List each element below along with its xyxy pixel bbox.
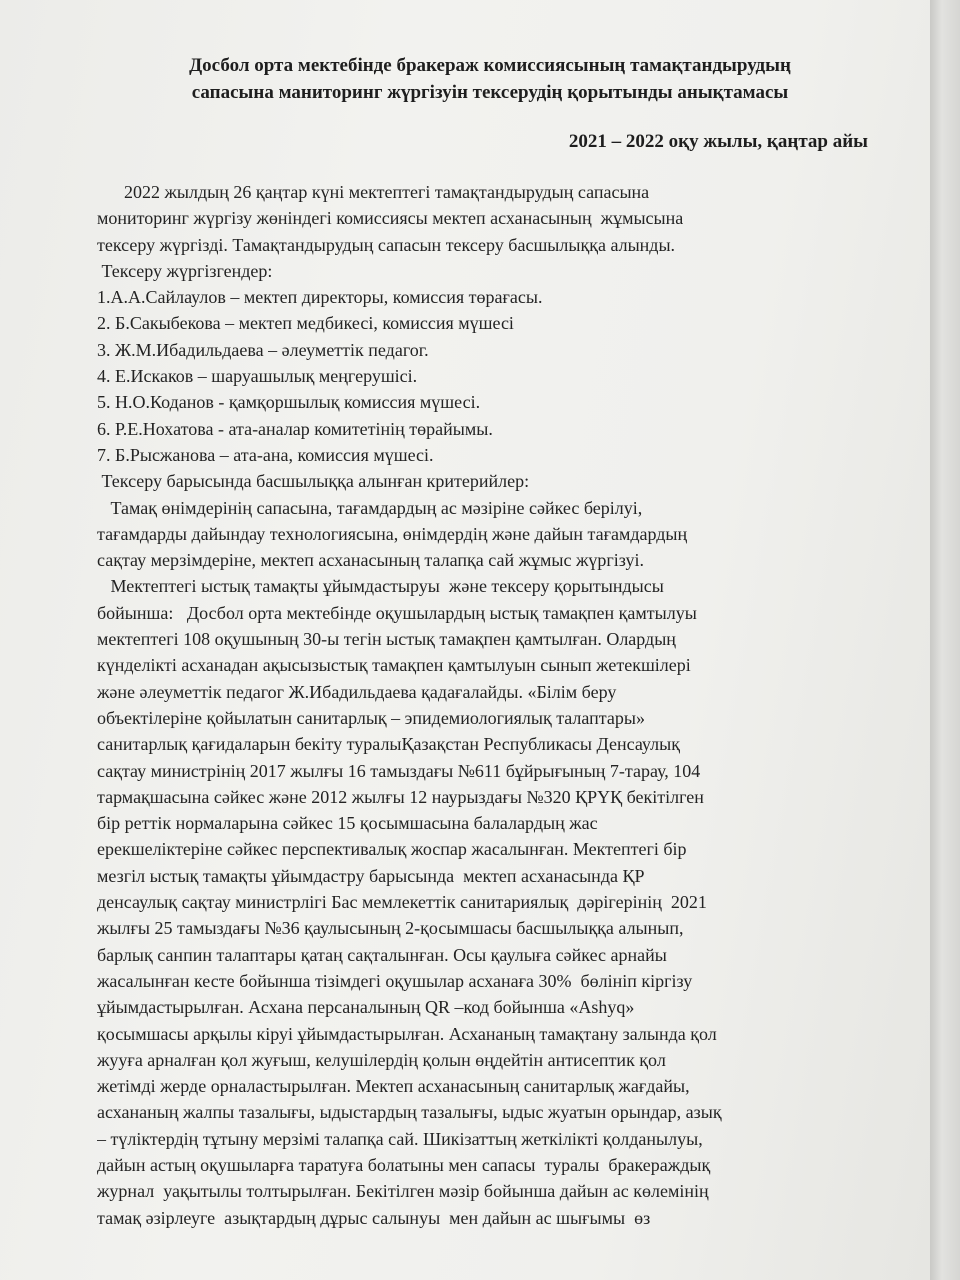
body-text-line: күнделікті асханадан ақысызыстық тамақпен қамтылуын сынып жетекшілері	[97, 655, 691, 676]
body-text-line: жылғы 25 тамыздағы №36 қаулысының 2-қосымшасы басшылыққа алынып,	[97, 918, 684, 939]
body-text-line: тексеру жүргізді. Тамақтандырудың сапасын тексеру басшылыққа алынды.	[97, 234, 676, 255]
body-text-line: тармақшасына сәйкес және 2012 жылғы 12 наурыздағы №320 ҚРҮҚ бекітілген	[97, 786, 704, 807]
body-text-line: тағамдарды дайындау технологиясына, өнімдердің және дайын тағамдардың	[97, 523, 688, 544]
body-text-line: сақтау министрінің 2017 жылғы 16 тамыздағы №611 бұйрығының 7-тарау, 104	[97, 760, 701, 781]
body-text-line: қосымшасы арқылы кіруі ұйымдастырылған. Асхананың тамақтану залында қол	[97, 1023, 717, 1044]
body-text-line: мониторинг жүргізу жөніндегі комиссиясы мектеп асханасының жұмысына	[97, 208, 684, 229]
body-text-line: жетімді жерде орналастырылған. Мектеп асханасының санитарлық жағдайы,	[97, 1076, 690, 1097]
body-text-line: жууға арналған қол жуғыш, келушілердің қолын өңдейтін антисептик қол	[97, 1049, 666, 1070]
document-title	[110, 52, 870, 106]
body-text-line: журнал уақытылы толтырылған. Бекітілген мәзір бойынша дайын ас көлемінің	[97, 1181, 709, 1202]
body-text-line: 7. Б.Рысжанова – ата-ана, комиссия мүшесі.	[97, 444, 434, 465]
body-text-line: 3. Ж.М.Ибадильдаева – әлеуметтік педагог.	[97, 339, 429, 360]
body-text-line: санитарлық қағидаларын бекіту туралыҚазақстан Республикасы Денсаулық	[97, 734, 680, 755]
body-text-line: 5. Н.О.Коданов - қамқоршылық комиссия мүшесі.	[97, 392, 481, 413]
body-text-line: мектептегі 108 оқушының 30-ы тегін ыстық тамақпен қамтылған. Олардың	[97, 629, 676, 650]
body-text-line: асхананың жалпы тазалығы, ыдыстардың тазалығы, ыдыс жуатын орындар, азық	[97, 1102, 722, 1123]
body-text-line: Тексеру жүргізгендер:	[97, 260, 273, 281]
body-text-line: Тексеру барысында басшылыққа алынған критерийлер:	[97, 471, 530, 492]
body-text-line: ұйымдастырылған. Асхана персаналының QR –код бойынша «Ashyq»	[97, 997, 635, 1018]
body-text-line: дайын астың оқушыларға таратуға болатыны мен сапасы туралы бракераждық	[97, 1154, 711, 1175]
body-text-line: 2. Б.Сакыбекова – мектеп медбикесі, комиссия мүшесі	[97, 313, 514, 334]
body-text-line: – түліктердің тұтыну мерзімі талапқа сай. Шикізаттың жеткілікті қолданылуы,	[97, 1128, 703, 1149]
document-body	[97, 179, 897, 1231]
body-text-line: жасалынған кесте бойынша тізімдегі оқушылар асханаға 30% бөлініп кіргізу	[97, 970, 693, 991]
body-text-line: және әлеуметтік педагог Ж.Ибадильдаева қадағалайды. «Білім беру	[97, 681, 617, 702]
body-text-line: мезгіл ыстық тамақты ұйымдастру барысында мектеп асханасында ҚР	[97, 865, 645, 886]
body-text-line: 4. Е.Искаков – шаруашылық меңгерушісі.	[97, 366, 418, 387]
body-text-line: тамақ әзірлеуге азықтардың дұрыс салынуы мен дайын ас шығымы өз	[97, 1207, 651, 1228]
title-line: сапасына маниторинг жүргізуін тексерудің қорытынды анықтамасы	[191, 82, 789, 103]
body-text-line: 2022 жылдың 26 қаңтар күні мектептегі тамақтандырудың сапасына	[97, 182, 650, 202]
academic-year-subtitle: 2021 – 2022 оқу жылы, қаңтар айы	[568, 131, 868, 152]
paper-edge	[930, 0, 960, 1280]
body-text-line: Мектептегі ыстық тамақты ұйымдастыруы және тексеру қорытындысы	[97, 576, 664, 597]
body-text-line: денсаулық сақтау министрлігі Бас мемлекеттік санитариялық дәрігерінің 2021	[97, 892, 707, 913]
body-text-line: Тамақ өнімдерінің сапасына, тағамдардың ас мәзіріне сәйкес берілуі,	[97, 497, 643, 518]
body-text-line: объектілеріне қойылатын санитарлық – эпидемиологиялық талаптары»	[97, 707, 645, 728]
body-text-line: бойынша: Досбол орта мектебінде оқушылардың ыстық тамақпен қамтылуы	[97, 602, 697, 623]
title-line: Досбол орта мектебінде бракераж комиссиясының тамақтандырудың	[189, 55, 791, 76]
body-text-line: 1.А.А.Сайлаулов – мектеп директоры, комиссия төрағасы.	[97, 287, 543, 308]
body-text-line: ерекшеліктеріне сәйкес перспективалық жоспар жасалынған. Мектептегі бір	[97, 839, 687, 860]
body-text-line: 6. Р.Е.Нохатова - ата-аналар комитетінің төрайымы.	[97, 418, 493, 439]
body-text-line: сақтау мерзімдеріне, мектеп асханасының талапқа сай жұмыс жүргізуі.	[97, 550, 645, 571]
body-text-line: барлық санпин талаптары қатаң сақталынған. Осы қаулыға сәйкес арнайы	[97, 944, 667, 965]
body-text-line: бір реттік нормаларына сәйкес 15 қосымшасына балалардың жас	[97, 813, 598, 834]
